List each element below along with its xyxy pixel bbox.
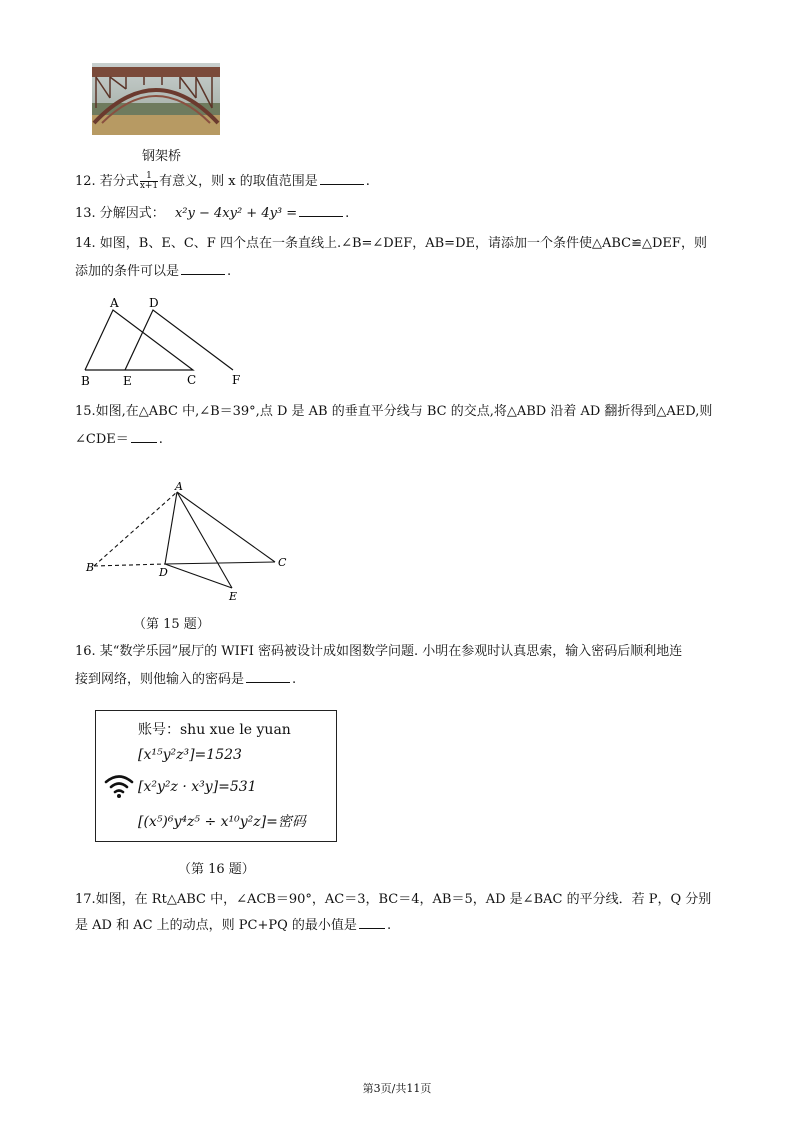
question-15-line2 (75, 430, 163, 450)
q13-end: . (345, 206, 350, 221)
q15-figure (82, 480, 302, 604)
q12-text-after: 有意义，则 x 的取值范围是 (159, 174, 318, 189)
q16-answer-blank[interactable] (246, 670, 290, 683)
question-17-line2 (75, 916, 391, 936)
q15-caption: （第 15 题） (133, 617, 210, 632)
q12-text: 12. 若分式 (75, 174, 139, 189)
q16-end: . (292, 672, 297, 687)
q17-end: . (386, 918, 392, 933)
q15-label-b: B (86, 561, 95, 574)
q14-label-a: A (110, 296, 119, 310)
q15-label-c: C (278, 556, 287, 569)
q17-answer-blank[interactable] (359, 916, 385, 929)
question-17-line1: 17.如图，在 Rt△ABC 中，∠ACB＝90°，AC＝3，BC＝4，AB＝5，AD 是∠BAC 的平分线．若 P，Q 分别 (75, 892, 712, 907)
q16-line2-text: 接到网络，则他输入的密码是 (75, 672, 245, 687)
q12-fraction (140, 172, 158, 191)
q12-answer-blank[interactable] (320, 172, 364, 185)
q13-expression: x²y − 4xy² + 4y³ = (174, 206, 298, 221)
q13-answer-blank[interactable] (299, 204, 343, 217)
page-number: 第3页/共11页 (362, 1082, 432, 1095)
question-16-line2 (75, 670, 296, 690)
q13-prefix: 13. 分解因式： (75, 206, 165, 221)
q14-label-c: C (187, 373, 197, 387)
q12-frac-num: 1 (140, 172, 158, 182)
bridge-photo (92, 63, 220, 135)
q15-label-e: E (229, 590, 238, 603)
q14-line2-text: 添加的条件可以是 (75, 264, 180, 279)
q17-line2-text: 是 AD 和 AC 上的动点，则 PC+PQ 的最小值是 (75, 918, 357, 933)
question-12 (75, 172, 370, 192)
q14-end: . (227, 264, 232, 279)
wifi-row-2: [x²y²z · x³y]=531 (138, 779, 257, 795)
bridge-image (92, 63, 220, 135)
question-15-line1: 15.如图,在△ABC 中,∠B＝39°,点 D 是 AB 的垂直平分线与 BC 的交点,将△ABD 沿着 AD 翻折得到△AED,则 (75, 404, 713, 419)
q14-label-b: B (81, 374, 90, 388)
q14-answer-blank[interactable] (181, 262, 225, 275)
question-16-line1: 16. 某“数学乐园”展厅的 WIFI 密码被设计成如图数学问题. 小明在参观时认真思索，输入密码后顺利地连 (75, 644, 683, 659)
q12-end: . (365, 174, 370, 189)
q15-answer-blank[interactable] (131, 430, 157, 443)
wifi-row-3: [(x⁵)⁶y⁴z⁵ ÷ x¹⁰y²z]=密码 (138, 814, 306, 830)
wifi-account: 账号：shu xue le yuan (138, 722, 291, 738)
q12-frac-den: x+1 (139, 181, 159, 191)
q14-label-e: E (123, 374, 132, 388)
q14-label-f: F (232, 373, 241, 387)
question-13 (75, 204, 349, 224)
photo-caption: 钢架桥 (142, 149, 182, 164)
q15-line2-text: ∠CDE＝ (75, 432, 129, 447)
q15-end: . (158, 432, 163, 447)
question-14-line2 (75, 262, 231, 282)
wifi-password-box (95, 710, 337, 842)
wifi-row-1: [x¹⁵y²z³]=1523 (138, 747, 242, 763)
q15-label-d: D (159, 566, 168, 579)
q16-caption: （第 16 题） (178, 862, 255, 877)
q14-figure (75, 292, 255, 392)
q14-label-d: D (149, 296, 159, 310)
question-14-line1: 14. 如图，B、E、C、F 四个点在一条直线上.∠B=∠DEF，AB=DE，请添加一个条件使△ABC≌△DEF，则 (75, 236, 707, 251)
q15-label-a: A (175, 480, 183, 493)
wifi-icon (104, 773, 134, 799)
